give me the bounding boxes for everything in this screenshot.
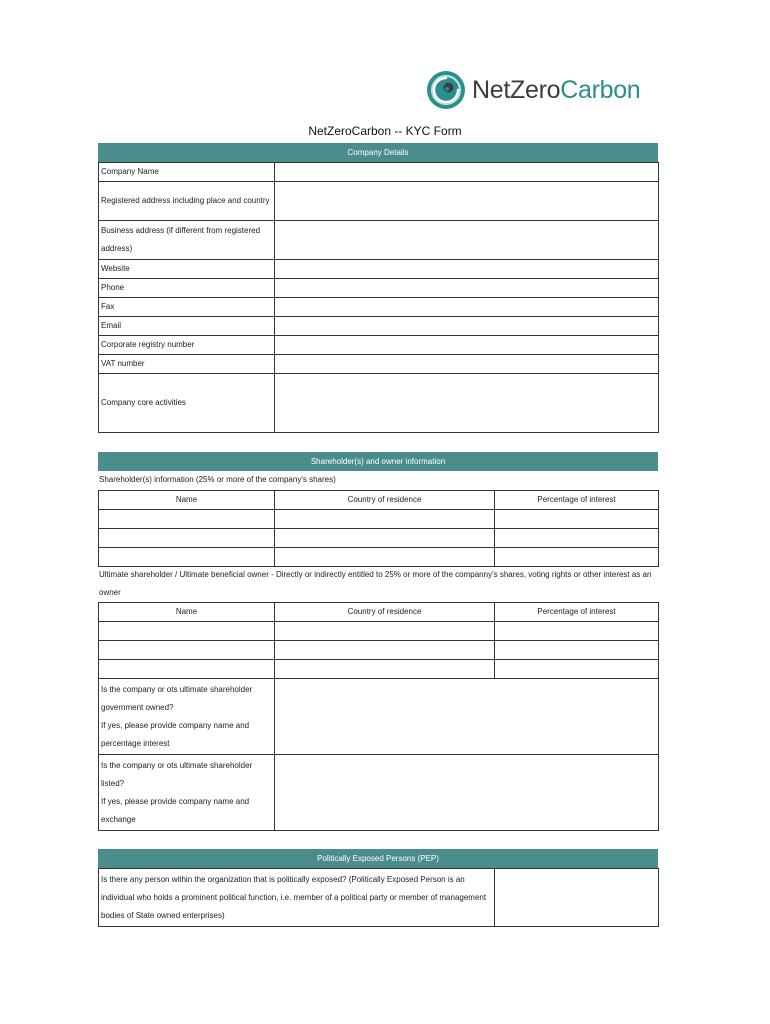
input-registered-address[interactable] [275,182,659,221]
listed-question-followup: If yes, please provide company name and exchange [101,796,250,824]
input-website[interactable] [275,260,659,279]
label-vat-number: VAT number [99,355,275,374]
company-logo [426,70,666,110]
label-phone: Phone [99,279,275,298]
government-owned-answer[interactable] [275,679,659,755]
listed-answer[interactable] [275,755,659,831]
label-business-address: Business address (if different from registered address) [99,221,275,260]
label-company-name: Company Name [99,163,275,182]
column-header-country: Country of residence [275,491,495,510]
input-company-name[interactable] [275,163,659,182]
input-phone[interactable] [275,279,659,298]
shareholder-country-cell[interactable] [275,548,495,567]
section-header-shareholders: Shareholder(s) and owner information [98,452,658,471]
input-business-address[interactable] [275,221,659,260]
shareholders-table [98,490,659,567]
company-details-table [98,162,659,433]
label-fax: Fax [99,298,275,317]
label-registered-address: Registered address including place and country [99,182,275,221]
input-fax[interactable] [275,298,659,317]
ubo-percentage-cell[interactable] [495,660,659,679]
ubo-name-cell[interactable] [99,641,275,660]
label-website: Website [99,260,275,279]
pep-table [98,868,659,927]
section-header-company-details: Company Details [98,143,658,162]
pep-answer[interactable] [495,869,659,927]
shareholder-name-cell[interactable] [99,548,275,567]
shareholder-percentage-cell[interactable] [495,510,659,529]
listed-question [99,755,275,831]
shareholder-country-cell[interactable] [275,529,495,548]
shareholder-percentage-cell[interactable] [495,529,659,548]
input-company-core-activities[interactable] [275,374,659,433]
input-vat-number[interactable] [275,355,659,374]
form-title: NetZeroCarbon -- KYC Form [308,124,462,138]
column-header-percentage: Percentage of interest [495,491,659,510]
label-corporate-registry-number: Corporate registry number [99,336,275,355]
input-email[interactable] [275,317,659,336]
ubo-percentage-cell[interactable] [495,622,659,641]
logo-wordmark-dark: NetZero [472,75,561,104]
government-owned-question [99,679,275,755]
ubo-name-cell[interactable] [99,622,275,641]
logo-wordmark [472,75,641,104]
column-header-name: Name [99,491,275,510]
shareholder-info-note: Shareholder(s) information (25% or more of the company's shares) [99,475,336,484]
ubo-percentage-cell[interactable] [495,641,659,660]
label-email: Email [99,317,275,336]
shareholder-country-cell[interactable] [275,510,495,529]
ubo-country-cell[interactable] [275,641,495,660]
pep-question: Is there any person within the organization that is politically exposed? (Politically Exposed Person is an individual who holds a prominent political function, i.e. member of a political party or member of management bodies of State owned enterprises) [99,869,495,927]
shareholder-percentage-cell[interactable] [495,548,659,567]
ubo-country-cell[interactable] [275,622,495,641]
column-header-percentage: Percentage of interest [495,603,659,622]
ownership-questions-table [98,678,659,831]
column-header-name: Name [99,603,275,622]
ubo-country-cell[interactable] [275,660,495,679]
ubo-table [98,602,659,679]
label-company-core-activities: Company core activities [99,374,275,433]
shareholder-name-cell[interactable] [99,510,275,529]
input-corporate-registry-number[interactable] [275,336,659,355]
ubo-name-cell[interactable] [99,660,275,679]
government-owned-question-text: Is the company or ots ultimate shareholder government owned? [101,684,253,712]
section-header-pep: Politically Exposed Persons (PEP) [98,849,658,868]
shareholder-name-cell[interactable] [99,529,275,548]
logo-wordmark-teal: Carbon [560,75,641,104]
ubo-note: Ultimate shareholder / Ultimate beneficial owner - Directly or indirectly entitled to 25% or more of the companny's shares, voting rights or other interest as an owner [99,570,652,597]
column-header-country: Country of residence [275,603,495,622]
government-owned-question-followup: If yes, please provide company name and percentage interest [101,720,250,748]
logo-mark-icon [426,70,466,110]
listed-question-text: Is the company or ots ultimate shareholder listed? [101,760,253,788]
